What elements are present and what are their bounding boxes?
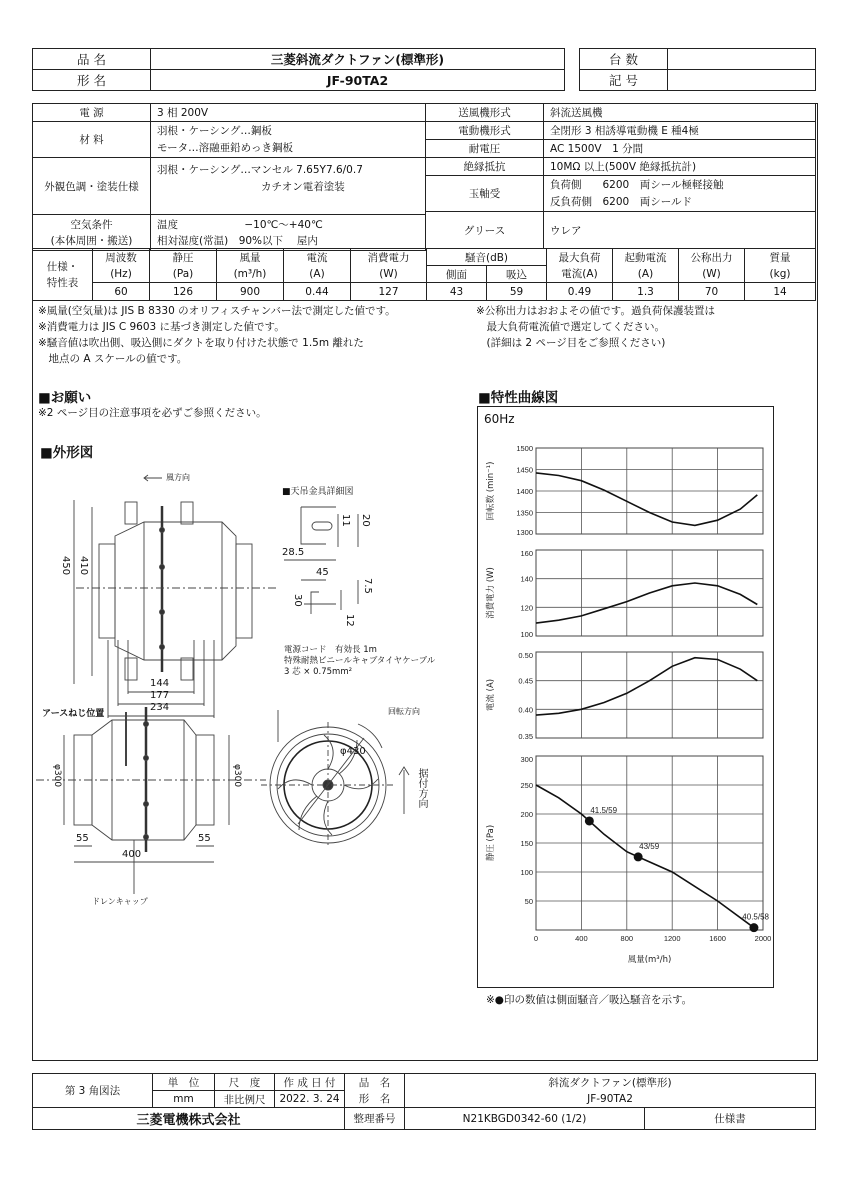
- quantity-label: 台 数: [580, 49, 668, 70]
- chart-footnote: ※●印の数値は側面騒音／吸込騒音を示す。: [486, 994, 693, 1006]
- perf-value: 127: [351, 283, 427, 301]
- perf-value: 60: [93, 283, 150, 301]
- y-tick-label: 300: [520, 755, 533, 764]
- y-tick-label: 100: [520, 868, 533, 877]
- drain-label: ドレンキャップ: [92, 897, 148, 906]
- note-line: 地点の A スケールの値です。: [38, 353, 188, 365]
- y-tick-label: 160: [520, 549, 533, 558]
- x-tick-label: 0: [533, 934, 539, 943]
- noise-side: 側面: [427, 266, 487, 283]
- y-tick-label: 100: [520, 630, 533, 639]
- fan-front-view: [261, 710, 396, 848]
- earth-label: アースねじ位置: [42, 709, 105, 719]
- spec-value: 羽根・ケーシング…マンセル 7.65Y7.6/0.7: [157, 164, 363, 176]
- dim-450: 450: [60, 556, 71, 576]
- x-axis-label: 風量(m³/h): [627, 955, 672, 965]
- perf-unit: (Pa): [172, 267, 194, 280]
- dim-55-left: 55: [76, 833, 89, 844]
- spec-value: 3 相 200V: [151, 104, 426, 122]
- request-title: ■お願い: [38, 390, 92, 406]
- symbol-label: 記 号: [580, 70, 668, 91]
- perf-value: 43: [427, 283, 487, 301]
- perf-value: 900: [217, 283, 284, 301]
- bracket-dim-30: 30: [292, 594, 303, 607]
- doc-type: 仕様書: [645, 1108, 816, 1130]
- cord-line: 3 芯 × 0.75mm²: [284, 667, 353, 677]
- wind-arrow-icon: [144, 475, 162, 481]
- y-tick-label: 0.45: [518, 676, 533, 686]
- perf-header: 質量: [769, 251, 791, 264]
- data-point-label: 43/59: [639, 841, 660, 851]
- perf-header: 静圧: [172, 251, 194, 264]
- spec-label: グリース: [426, 212, 544, 249]
- spec-label: 外観色調・塗装仕様: [33, 158, 151, 215]
- perf-unit: (A): [309, 267, 325, 280]
- spec-label: 電 源: [33, 104, 151, 122]
- y-tick-label: 0.35: [518, 732, 533, 741]
- diameter-label: φ430: [340, 746, 366, 757]
- chart-section-title: ■特性曲線図: [478, 390, 559, 406]
- symbol-value[interactable]: [668, 70, 816, 91]
- perf-header: 消費電力: [367, 251, 410, 264]
- footer-name: 斜流ダクトファン(標準形): [548, 1076, 672, 1089]
- y-tick-label: 140: [520, 574, 533, 584]
- data-point-label: 41.5/59: [590, 805, 618, 815]
- perf-value: 70: [679, 283, 745, 301]
- perf-header: 周波数: [105, 251, 137, 264]
- wind-direction-label: 風方向: [166, 473, 190, 482]
- notes-left: [38, 303, 470, 367]
- dim-400: 400: [122, 849, 142, 860]
- dim-177: 177: [150, 690, 170, 701]
- spec-value: カチオン電着塗装: [261, 181, 345, 193]
- header-table: [32, 48, 565, 91]
- spec-label: 送風機形式: [426, 104, 544, 122]
- name-label: 品 名: [358, 1076, 391, 1089]
- perf-header: 公称出力: [690, 251, 733, 264]
- request-text: ※2 ページ目の注意事項を必ずご参照ください。: [38, 407, 267, 419]
- perf-value: 126: [150, 283, 217, 301]
- data-point: [749, 923, 758, 932]
- performance-table: [32, 248, 816, 301]
- perf-unit: (W): [379, 267, 398, 280]
- cord-spec: [284, 645, 435, 678]
- outline-drawing: [36, 462, 466, 922]
- perf-header: 最大負荷: [558, 251, 601, 264]
- perf-value: 0.49: [547, 283, 613, 301]
- rotation-label: 回転方向: [388, 707, 420, 716]
- spec-label: 電動機形式: [426, 122, 544, 140]
- y-tick-label: 0.40: [518, 705, 533, 715]
- projection: 第 3 角図法: [33, 1074, 153, 1108]
- spec-value: 10MΩ 以上(500V 絶縁抵抗計): [544, 158, 816, 176]
- spec-value: 温度 −10℃〜+40℃: [157, 218, 323, 231]
- spec-label: 空気条件: [70, 218, 113, 231]
- mount-arrow-icon: [399, 767, 409, 814]
- unit: mm: [153, 1091, 215, 1108]
- spec-right-table: [425, 103, 816, 249]
- note-line: ※騒音値は吹出側、吸込側にダクトを取り付けた状態で 1.5m 離れた: [38, 337, 364, 349]
- spec-value: 斜流送風機: [544, 104, 816, 122]
- note-line: ※公称出力はおおよその値です。過負荷保護装置は: [476, 305, 715, 317]
- noise-intake: 吸込: [487, 266, 547, 283]
- y-tick-label: 1500: [516, 444, 533, 453]
- bracket-dim-20: 20: [360, 514, 371, 527]
- product-name-label: 品 名: [33, 49, 151, 70]
- dim-410: 410: [78, 556, 89, 576]
- footer-table: [32, 1073, 816, 1130]
- y-tick-label: 120: [520, 603, 533, 613]
- noise-header: 騒音(dB): [427, 249, 547, 266]
- model: JF-90TA2: [151, 70, 565, 91]
- spec-value: 全閉形 3 相誘導電動機 E 種4極: [544, 122, 816, 140]
- bracket-dim-12: 12: [344, 614, 355, 627]
- spec-label: 絶縁抵抗: [426, 158, 544, 176]
- data-point: [585, 816, 594, 825]
- perf-value: 59: [487, 283, 547, 301]
- perf-header: 電流: [306, 251, 328, 264]
- spec-left-table: [32, 103, 426, 251]
- y-tick-label: 1400: [516, 487, 533, 496]
- notes-right: [476, 303, 715, 351]
- fan-side-view-bottom: [36, 707, 266, 894]
- x-tick-label: 800: [620, 934, 634, 943]
- spec-value: ウレア: [544, 212, 816, 249]
- date: 2022. 3. 24: [275, 1091, 345, 1108]
- perf-unit: (Hz): [110, 267, 132, 280]
- series-line: [536, 583, 757, 623]
- spec-value: 負荷側 6200 両シール極軽接触: [550, 178, 724, 191]
- perf-value: 14: [745, 283, 816, 301]
- x-tick-label: 1200: [663, 934, 681, 943]
- series-line: [536, 785, 754, 928]
- bracket-dim-28-5: 28.5: [282, 547, 305, 558]
- note-line: 最大負荷電流値で選定してください。: [476, 321, 665, 333]
- x-tick-label: 1600: [709, 934, 726, 943]
- y-tick-label: 250: [520, 781, 533, 790]
- bracket-dim-45: 45: [316, 567, 329, 578]
- y-tick-label: 1300: [516, 528, 533, 537]
- perf-row-label: 特性表: [46, 276, 79, 289]
- y-tick-label: 50: [524, 897, 533, 906]
- perf-unit: 電流(A): [561, 267, 598, 280]
- unit-label: 単 位: [153, 1074, 215, 1091]
- spec-label: 材 料: [33, 122, 151, 158]
- perf-unit: (kg): [769, 267, 791, 280]
- y-axis-label: 静圧 (Pa): [486, 824, 496, 862]
- data-point: [634, 852, 643, 861]
- y-tick-label: 1350: [516, 508, 533, 518]
- perf-row-label: 仕様・: [46, 260, 79, 273]
- x-tick-label: 2000: [754, 934, 772, 943]
- bracket-dim-11: 11: [340, 514, 351, 527]
- spec-label: 玉軸受: [426, 176, 544, 212]
- quantity-value[interactable]: [668, 49, 816, 70]
- y-tick-label: 0.50: [518, 651, 533, 660]
- perf-header: 起動電流: [624, 251, 667, 264]
- model-label: 形 名: [33, 70, 151, 91]
- dim-234: 234: [150, 702, 170, 713]
- dim-phi300-right: φ300: [232, 764, 242, 788]
- perf-unit: (W): [702, 267, 721, 280]
- y-tick-label: 200: [520, 810, 533, 819]
- cord-line: 特殊耐熱ビニールキャブタイヤケーブル: [284, 656, 436, 666]
- spec-value: 相対湿度(常温) 90%以下 屋内: [157, 234, 318, 247]
- y-axis-label: 消費電力 (W): [486, 567, 496, 619]
- spec-value: AC 1500V 1 分間: [544, 140, 816, 158]
- ref-label: 整理番号: [345, 1108, 405, 1130]
- spec-value: モータ…溶融亜鉛めっき鋼板: [157, 141, 293, 154]
- bracket-title: ■天吊金具詳細図: [282, 487, 354, 497]
- perf-value: 0.44: [284, 283, 351, 301]
- data-point-label: 40.5/58: [742, 912, 769, 922]
- chart-frequency: 60Hz: [484, 412, 515, 426]
- model-label: 形 名: [358, 1092, 391, 1105]
- dim-144: 144: [150, 678, 170, 689]
- y-tick-label: 150: [520, 839, 533, 848]
- spec-value: 反負荷側 6200 両シールド: [550, 195, 693, 208]
- product-name: 三菱斜流ダクトファン(標準形): [151, 49, 565, 70]
- characteristic-chart: [477, 406, 772, 986]
- mount-label: 据付方向: [416, 768, 427, 808]
- note-line: ※消費電力は JIS C 9603 に基づき測定した値です。: [38, 321, 285, 333]
- company: 三菱電機株式会社: [33, 1108, 345, 1130]
- perf-value: 1.3: [613, 283, 679, 301]
- dim-phi300-left: φ300: [52, 764, 62, 788]
- cord-line: 電源コード 有効長 1m: [284, 645, 377, 655]
- perf-unit: (m³/h): [233, 267, 267, 280]
- date-label: 作 成 日 付: [275, 1074, 345, 1091]
- perf-header: 風量: [239, 251, 261, 264]
- perf-unit: (A): [637, 267, 654, 280]
- dim-55-right: 55: [198, 833, 211, 844]
- footer-model: JF-90TA2: [587, 1092, 633, 1105]
- bracket-dim-7-5: 7.5: [362, 578, 373, 594]
- y-axis-label: 電流 (A): [486, 678, 496, 712]
- y-axis-label: 回転数 (min⁻¹): [486, 461, 496, 521]
- outline-title: ■外形図: [40, 445, 94, 461]
- x-tick-label: 400: [575, 934, 588, 943]
- fan-side-view-top: [74, 500, 276, 718]
- spec-value: 羽根・ケーシング…鋼板: [157, 124, 272, 137]
- series-line: [536, 473, 757, 526]
- scale-label: 尺 度: [215, 1074, 275, 1091]
- quantity-table: [579, 48, 816, 91]
- note-line: ※風量(空気量)は JIS B 8330 のオリフィスチャンバー法で測定した値です。: [38, 305, 396, 317]
- scale: 非比例尺: [215, 1091, 275, 1108]
- spec-label: (本体周囲・搬送): [50, 234, 133, 247]
- ref-number: N21KBGD0342-60 (1/2): [405, 1108, 645, 1130]
- series-line: [536, 658, 757, 715]
- y-tick-label: 1450: [516, 465, 533, 475]
- note-line: (詳細は 2 ページ目をご参照ください): [476, 337, 666, 349]
- spec-label: 耐電圧: [426, 140, 544, 158]
